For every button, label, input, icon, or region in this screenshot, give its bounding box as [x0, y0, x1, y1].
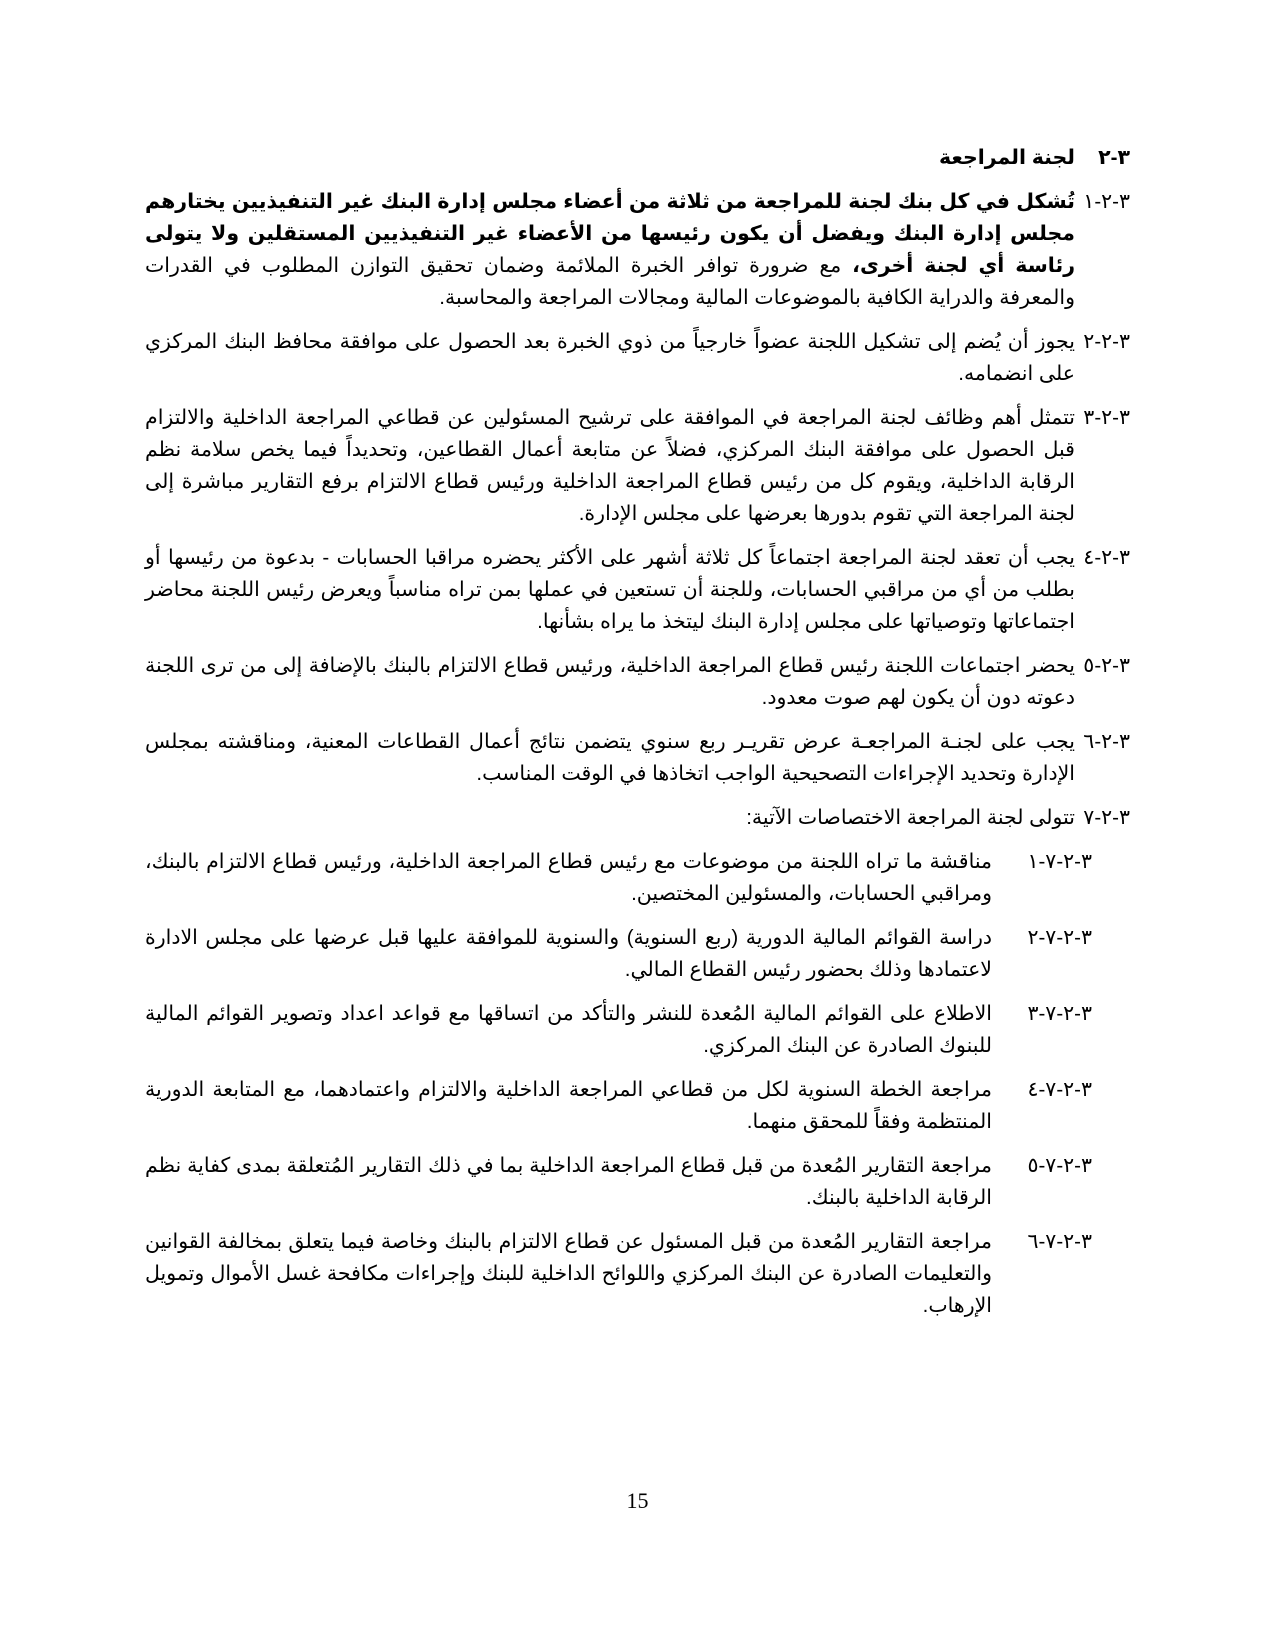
subclause-text: دراسة القوائم المالية الدورية (ربع السنوية) والسنوية للموافقة عليها قبل عرضها على مجلس الادارة لاعتمادها وذلك بحضور رئيس القطاع المالي.	[145, 926, 992, 981]
clause-text: يجب على لجنـة المراجعـة عرض تقريـر ربع سنوي يتضمن نتائج أعمال القطاعات المعنية، ومناقشته بمجلس الإدارة وتحديد الإجراءات التصحيحية الواجب اتخاذها في الوقت المناسب.	[145, 730, 1075, 785]
subclause-number: ٣-٢-٧-٤	[1027, 1078, 1092, 1101]
clause-number: ٣-٢-٦	[1083, 730, 1130, 753]
clause-3-2-4	[145, 542, 1130, 638]
clause-text: تتولى لجنة المراجعة الاختصاصات الآتية:	[746, 806, 1075, 829]
clause-3-2-2	[145, 326, 1130, 390]
subclause-number: ٣-٢-٧-٦	[1027, 1230, 1092, 1253]
clause-number: ٣-٢-١	[1083, 190, 1130, 213]
clause-body-text: مع ضرورة توافر الخبرة الملائمة وضمان تحقيق التوازن المطلوب في القدرات والمعرفة والدراية الكافية بالموضوعات المالية ومجالات المراجعة والمحاسبة.	[145, 254, 1075, 309]
clause-text: تتمثل أهم وظائف لجنة المراجعة في الموافقة على ترشيح المسئولين عن قطاعي المراجعة الداخلية والالتزام قبل الحصول على موافقة البنك المركزي، فضلاً عن متابعة أعمال القطاعين، وتحديداً فيما يخص سلامة نظم الرقابة الداخلية، ويقوم كل من رئيس قطاع المراجعة الداخلية ورئيس قطاع الالتزام برفع التقارير مباشرة إلى لجنة المراجعة التي تقوم بدورها بعرضها على مجلس الإدارة.	[145, 406, 1075, 525]
section-number: ٣-٢	[1098, 146, 1130, 169]
clause-number: ٣-٢-٢	[1083, 330, 1130, 353]
clause-text: يجب أن تعقد لجنة المراجعة اجتماعاً كل ثلاثة أشهر على الأكثر يحضره مراقبا الحسابات - بدعوة من رئيسها أو بطلب من أي من مراقبي الحسابات، وللجنة أن تستعين في عملها بمن تراه مناسباً ويعرض رئيس اللجنة محاضر اجتماعاتها وتوصياتها على مجلس إدارة البنك ليتخذ ما يراه بشأنها.	[145, 546, 1075, 633]
subclause-3-2-7-6	[145, 1226, 1092, 1322]
clause-3-2-6	[145, 726, 1130, 790]
subclause-3-2-7-2	[145, 922, 1092, 986]
section-heading	[145, 142, 1130, 174]
clause-number: ٣-٢-٤	[1083, 546, 1130, 569]
clause-number: ٣-٢-٣	[1083, 406, 1130, 429]
clause-text: يجوز أن يُضم إلى تشكيل اللجنة عضواً خارجياً من ذوي الخبرة بعد الحصول على موافقة محافظ البنك المركزي على انضمامه.	[145, 330, 1075, 385]
subclause-number: ٣-٢-٧-٢	[1027, 926, 1092, 949]
subclause-3-2-7-5	[145, 1150, 1092, 1214]
clause-3-2-5	[145, 650, 1130, 714]
subclause-3-2-7-3	[145, 998, 1092, 1062]
clause-3-2-7	[145, 802, 1130, 834]
subclause-text: مراجعة التقارير المُعدة من قبل المسئول عن قطاع الالتزام بالبنك وخاصة فيما يتعلق بمخالفة القوانين والتعليمات الصادرة عن البنك المركزي واللوائح الداخلية للبنك وإجراءات مكافحة غسل الأموال وتمويل الإرهاب.	[145, 1230, 992, 1317]
subclause-3-2-7-4	[145, 1074, 1092, 1138]
clause-3-2-1	[145, 186, 1130, 314]
clause-text	[145, 186, 1075, 314]
page-content	[145, 142, 1130, 1334]
subclause-number: ٣-٢-٧-٣	[1027, 1002, 1092, 1025]
clause-number: ٣-٢-٧	[1083, 806, 1130, 829]
subclause-number: ٣-٢-٧-١	[1027, 850, 1092, 873]
subclause-text: مناقشة ما تراه اللجنة من موضوعات مع رئيس قطاع المراجعة الداخلية، ورئيس قطاع الالتزام بالبنك، ومراقبي الحسابات، والمسئولين المختصين.	[145, 850, 992, 905]
subclause-3-2-7-1	[145, 846, 1092, 910]
clause-3-2-3	[145, 402, 1130, 530]
clause-text: يحضر اجتماعات اللجنة رئيس قطاع المراجعة الداخلية، ورئيس قطاع الالتزام بالبنك بالإضافة إلى من ترى اللجنة دعوته دون أن يكون لهم صوت معدود.	[145, 654, 1075, 709]
clause-number: ٣-٢-٥	[1083, 654, 1130, 677]
subclause-text: الاطلاع على القوائم المالية المُعدة للنشر والتأكد من اتساقها مع قواعد اعداد وتصوير القوائم المالية للبنوك الصادرة عن البنك المركزي.	[145, 1002, 992, 1057]
subclause-number: ٣-٢-٧-٥	[1027, 1154, 1092, 1177]
subclause-text: مراجعة التقارير المُعدة من قبل قطاع المراجعة الداخلية بما في ذلك التقارير المُتعلقة بمدى كفاية نظم الرقابة الداخلية بالبنك.	[145, 1154, 992, 1209]
page-number: 15	[626, 1488, 649, 1513]
subclause-text: مراجعة الخطة السنوية لكل من قطاعي المراجعة الداخلية والالتزام واعتمادهما، مع المتابعة الدورية المنتظمة وفقاً للمحقق منهما.	[145, 1078, 992, 1133]
clause-bold-text: تُشكل في كل بنك لجنة للمراجعة من ثلاثة من أعضاء مجلس إدارة البنك غير التنفيذيين يختارهم مجلس إدارة البنك ويفضل أن يكون رئيسها من الأعضاء غير التنفيذيين المستقلين ولا يتولى رئاسة أي لجنة أخرى،	[145, 190, 1076, 277]
section-title: لجنة المراجعة	[939, 146, 1075, 169]
